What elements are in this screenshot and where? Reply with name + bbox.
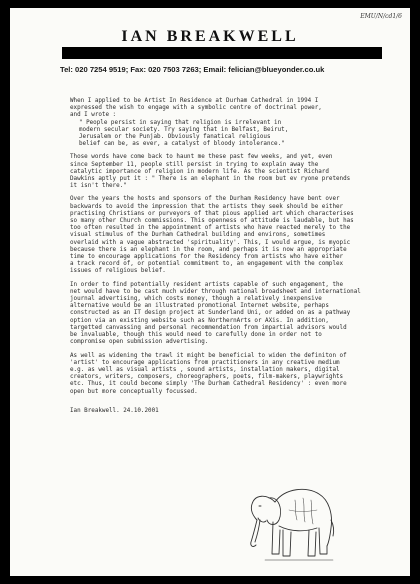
text-line: journal advertising, which costs money, though a relatively inexpensive xyxy=(70,296,322,303)
letterhead-name: IAN BREAKWELL xyxy=(121,28,299,45)
text-line: modern secular society. Try saying that in Belfast, Beirut, xyxy=(79,126,289,133)
archive-reference: EMU/N/cd1/6 xyxy=(360,13,402,20)
signoff: Ian Breakwell. 24.10.2001 xyxy=(70,407,159,414)
text-line: open but more conceptually focussed. xyxy=(70,388,198,395)
text-line: constructed as an IT design project at Sunderland Uni, or added on as a pathway xyxy=(70,310,351,317)
elephant-sketch xyxy=(245,480,337,564)
letter-body xyxy=(70,98,396,415)
text-line: option via an existing website such as NorthernArts or AXis. In addition, xyxy=(70,317,329,324)
text-line: since September 11, people still persist in trying to explain away the xyxy=(70,161,319,168)
text-line: Dawkins aptly put it : " There is an elephant in the room but ev ryone pretends xyxy=(70,176,351,183)
text-line: visual stimulus of the Durham Cathedral building and environs, sometimes xyxy=(70,232,326,239)
text-line: be invaluable, though this would need to carefully done in order not to xyxy=(70,332,322,339)
text-line: expressed the wish to engage with a symbolic centre of doctrinal power, xyxy=(70,105,322,112)
quotation xyxy=(70,120,396,149)
text-line: issues of religious belief. xyxy=(70,268,166,275)
text-line: Over the years the hosts and sponsors of the Durham Residency have bent over xyxy=(70,196,340,203)
paragraph-definition xyxy=(70,353,396,396)
text-line: because there is an elephant in the room, and perhaps it is now an appropriate xyxy=(70,246,347,253)
redaction-bar xyxy=(62,47,382,59)
text-line: compromise open submission advertising. xyxy=(70,339,209,346)
text-line: practising Christians or purveyors of that pious applied art which characterises xyxy=(70,210,354,217)
text-line: When I applied to be Artist In Residence at Durham Cathedral in 1994 I xyxy=(70,98,319,104)
text-line: belief can be, as ever, a catalyst of bloody intolerance." xyxy=(79,141,285,148)
paragraph-advertising xyxy=(70,282,396,347)
text-line: it isn't there." xyxy=(70,183,127,190)
text-line: Those words have come back to haunt me these past few weeks, and yet, even xyxy=(70,154,333,161)
text-line: alternative would be an illustrated promotional Internet website, perhaps xyxy=(70,303,329,310)
text-line: In order to find potentially resident artists capable of such engagement, the xyxy=(70,281,344,288)
text-line: backwards to avoid the impression that the artists they seek should be either xyxy=(70,203,344,210)
text-line: " People persist in saying that religion is irrelevant in xyxy=(79,119,282,126)
text-line: overlaid with a vague abstracted 'spirituality'. This, I would argue, is myopic xyxy=(70,239,351,246)
document-page xyxy=(10,8,410,576)
paragraph-haunt xyxy=(70,154,396,190)
text-line: targetted canvassing and personal recommendation from impartial advisors would xyxy=(70,324,347,331)
text-line: too often resulted in the appointment of artists who have reacted merely to the xyxy=(70,225,351,232)
text-line: a track record of, or potential commitment to, an engagement with the complex xyxy=(70,261,344,268)
text-line: so many other Church commissions. This openness of attitude is laudable, but has xyxy=(70,218,354,225)
contact-line: Tel: 020 7254 9519; Fax: 020 7503 7263; Email: felician@blueyonder.co.uk xyxy=(60,65,325,74)
text-line: net would have to be cast much wider through national broadsheet and international xyxy=(70,288,361,295)
text-line: As well as widening the trawl it might be beneficial to widen the definiton of xyxy=(70,352,347,359)
text-line: etc. Thus, it could become simply 'The Durham Cathedral Residency' : even more xyxy=(70,381,347,388)
paragraph-residency xyxy=(70,196,396,275)
text-line: 'artist' to encourage applications from practitioners in any creative medium xyxy=(70,359,340,366)
text-line: e.g. as well as visual artists , sound artists, installation makers, digital xyxy=(70,366,340,373)
text-line: catalytic importance of religion in modern life. As the scientist Richard xyxy=(70,168,329,175)
text-line: and I wrote : xyxy=(70,112,117,119)
paragraph-intro xyxy=(70,98,396,120)
text-line: Jerusalem or the Punjab. Obviously fanatical religious xyxy=(79,134,271,141)
text-line: creators, writers, composers, choreographers, poets, film-makers, playwrights xyxy=(70,374,344,381)
text-line: time to encourage applications for the Residency from artists who have either xyxy=(70,254,344,261)
